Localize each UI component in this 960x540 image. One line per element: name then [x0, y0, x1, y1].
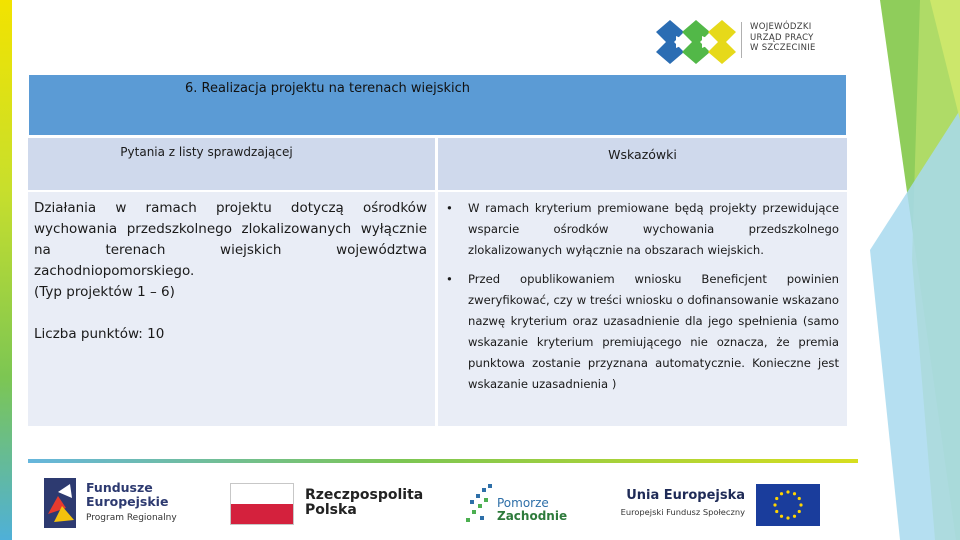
bullet-icon: •	[446, 272, 453, 286]
right-decoration	[860, 0, 960, 540]
eu-star	[793, 515, 796, 518]
pomorze-zachodnie-text	[497, 497, 567, 523]
criterion-cell	[28, 192, 435, 426]
footer-divider	[28, 459, 858, 463]
eu-star	[775, 510, 778, 513]
table-title: 6. Realizacja projektu na terenach wiejskich	[184, 81, 471, 96]
eu-flag-icon	[756, 484, 820, 526]
criterion-type: (Typ projektów 1 – 6)	[34, 284, 175, 300]
column-header-questions: Pytania z listy sprawdzającej	[120, 145, 293, 159]
eu-star	[798, 510, 801, 513]
eu-star	[786, 490, 789, 493]
hint-item	[444, 269, 839, 395]
column-header-left	[28, 138, 435, 190]
column-header-right	[438, 138, 847, 190]
fundusze-europejskie-text	[86, 481, 177, 525]
hint-item	[444, 198, 839, 261]
eu-star	[780, 492, 783, 495]
rzeczpospolita-text	[305, 488, 423, 518]
wup-name-line: W SZCZECINIE	[750, 43, 816, 53]
ue-line1: Unia Europejska	[626, 488, 745, 503]
fe-line3: Program Regionalny	[86, 513, 177, 523]
criterion-text: Działania w ramach projektu dotyczą ośrodków wychowania przedszkolnego zlokalizowanych wyłącznie na terenach wiejskich województwa zachodniopomorskiego.	[34, 200, 427, 279]
hint-text: Przed opublikowaniem wniosku Beneficjent powinien zweryfikować, czy w treści wniosku o dofinansowanie wskazano nazwę kryterium oraz uzasadnienie dla jego spełnienia (samo wskazanie kryterium premiującego nie oznacza, że premia punktowa zostanie przyznana automatycznie. Konieczne jest wskazanie uzasadnienia )	[468, 272, 839, 391]
table-title-row	[28, 74, 847, 136]
pz-line2: Zachodnie	[497, 509, 568, 523]
eu-star	[799, 503, 802, 506]
wup-name-line: URZĄD PRACY	[750, 32, 814, 43]
eu-star	[793, 492, 796, 495]
unia-europejska-text	[615, 488, 745, 517]
wup-divider	[741, 22, 742, 58]
eu-star	[786, 516, 789, 519]
wup-name-line: WOJEWÓDZKI	[750, 22, 812, 32]
rzeczpospolita-flag-icon	[230, 483, 294, 525]
fe-line2: Europejskie	[86, 494, 169, 509]
rp-line2: Polska	[305, 502, 357, 518]
criterion-text-block	[34, 198, 427, 303]
bullet-icon: •	[446, 201, 453, 215]
eu-star	[780, 515, 783, 518]
points-label: Liczba punktów: 10	[34, 326, 165, 342]
eu-star	[798, 497, 801, 500]
pomorze-zachodnie-logo-icon	[464, 482, 496, 526]
rp-line1: Rzeczpospolita	[305, 487, 424, 503]
wup-name	[750, 22, 840, 54]
left-accent-bar	[0, 0, 12, 540]
eu-star	[775, 497, 778, 500]
pz-line1: Pomorze	[497, 496, 549, 510]
hints-cell	[438, 192, 847, 426]
hint-text: W ramach kryterium premiowane będą projekty przewidujące wsparcie ośrodków wychowania przedszkolnego zlokalizowanych wyłącznie na obszarach wiejskich.	[468, 201, 839, 257]
hints-list	[444, 198, 839, 395]
column-header-hints: Wskazówki	[608, 147, 677, 162]
fe-line1: Fundusze	[86, 480, 153, 495]
eu-star	[773, 503, 776, 506]
ue-line2: Europejski Fundusz Społeczny	[620, 507, 745, 517]
